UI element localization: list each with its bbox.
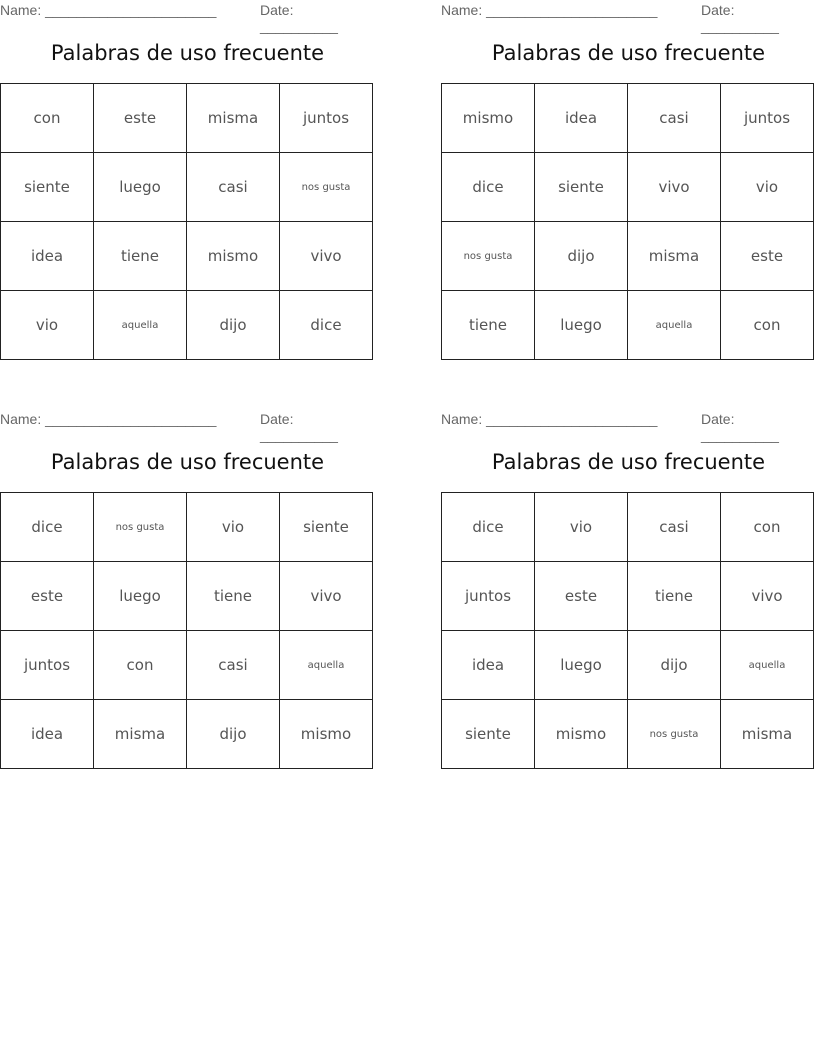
grid-row [442,84,814,153]
grid-row [1,493,373,562]
date-line: Date: __________ [701,2,779,34]
word-cell: nos gusta [442,222,535,291]
word-cell: tiene [94,222,187,291]
name-date-header [441,409,816,443]
word-cell: mismo [280,700,373,769]
word-cell: nos gusta [280,153,373,222]
word-cell: vio [1,291,94,360]
name-date-header [0,0,375,34]
name-date-header [0,409,375,443]
word-cell: tiene [442,291,535,360]
word-cell: luego [94,153,187,222]
card-title: Palabras de uso frecuente [50,41,325,65]
word-cell: dijo [187,700,280,769]
word-cell: misma [628,222,721,291]
word-cell: idea [442,631,535,700]
word-cell: tiene [187,562,280,631]
word-cell: luego [94,562,187,631]
card-title: Palabras de uso frecuente [491,450,766,474]
name-line: Name: ______________________ [441,2,658,18]
date-line: Date: __________ [260,411,338,443]
bingo-card-3 [0,409,375,743]
grid-row [442,153,814,222]
word-cell: siente [535,153,628,222]
word-cell: juntos [442,562,535,631]
bingo-grid [0,492,373,769]
card-title: Palabras de uso frecuente [50,450,325,474]
grid-row [1,153,373,222]
word-cell: misma [187,84,280,153]
word-cell: mismo [535,700,628,769]
bingo-card-4 [441,409,816,743]
word-cell: nos gusta [94,493,187,562]
word-cell: casi [187,153,280,222]
word-cell: aquella [628,291,721,360]
bingo-card-2 [441,0,816,334]
grid-row [442,562,814,631]
grid-row [1,700,373,769]
bingo-grid [441,492,814,769]
card-title: Palabras de uso frecuente [491,41,766,65]
word-cell: este [1,562,94,631]
grid-row [442,291,814,360]
word-cell: este [535,562,628,631]
word-cell: juntos [280,84,373,153]
word-cell: vio [535,493,628,562]
word-cell: luego [535,631,628,700]
word-cell: casi [628,84,721,153]
word-cell: aquella [280,631,373,700]
word-cell: vivo [628,153,721,222]
word-cell: aquella [721,631,814,700]
word-cell: con [1,84,94,153]
grid-row [442,631,814,700]
bingo-card-1 [0,0,375,334]
bingo-grid [0,83,373,360]
word-cell: nos gusta [628,700,721,769]
word-cell: dice [280,291,373,360]
word-cell: vivo [721,562,814,631]
word-cell: vivo [280,562,373,631]
word-cell: siente [442,700,535,769]
word-cell: juntos [1,631,94,700]
word-cell: mismo [187,222,280,291]
word-cell: luego [535,291,628,360]
word-cell: dice [442,153,535,222]
word-cell: dice [442,493,535,562]
word-cell: misma [721,700,814,769]
date-line: Date: __________ [701,411,779,443]
grid-row [1,84,373,153]
word-cell: dijo [535,222,628,291]
bingo-grid [441,83,814,360]
word-cell: idea [1,222,94,291]
grid-row [1,291,373,360]
name-date-header [441,0,816,34]
word-cell: siente [280,493,373,562]
word-cell: vio [721,153,814,222]
grid-row [1,562,373,631]
grid-row [1,631,373,700]
word-cell: casi [187,631,280,700]
word-cell: este [721,222,814,291]
date-line: Date: __________ [260,2,338,34]
word-cell: vio [187,493,280,562]
word-cell: siente [1,153,94,222]
word-cell: idea [535,84,628,153]
word-cell: dijo [187,291,280,360]
word-cell: aquella [94,291,187,360]
word-cell: con [721,493,814,562]
word-cell: juntos [721,84,814,153]
grid-row [1,222,373,291]
name-line: Name: ______________________ [0,2,217,18]
word-cell: mismo [442,84,535,153]
word-cell: vivo [280,222,373,291]
word-cell: con [721,291,814,360]
grid-row [442,222,814,291]
grid-row [442,700,814,769]
word-cell: idea [1,700,94,769]
word-cell: con [94,631,187,700]
word-cell: casi [628,493,721,562]
grid-row [442,493,814,562]
word-cell: misma [94,700,187,769]
word-cell: este [94,84,187,153]
word-cell: dice [1,493,94,562]
word-cell: tiene [628,562,721,631]
word-cell: dijo [628,631,721,700]
name-line: Name: ______________________ [0,411,217,427]
name-line: Name: ______________________ [441,411,658,427]
